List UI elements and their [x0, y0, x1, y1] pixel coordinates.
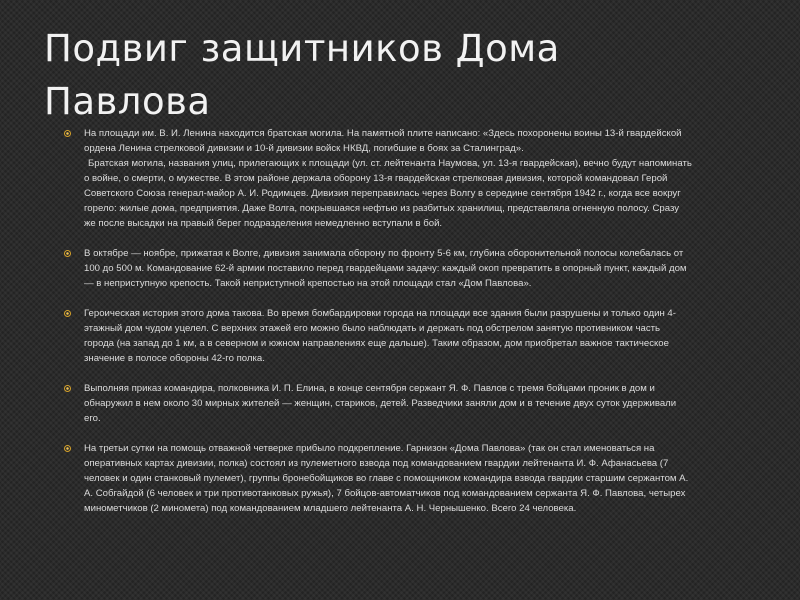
bullet-list	[64, 126, 692, 531]
bullet-item	[64, 381, 692, 426]
bullet-item	[64, 126, 692, 231]
slide-title-line-2: Павлова	[44, 80, 211, 123]
paragraph: Выполняя приказ командира, полковника И. П. Елина, в конце сентября сержант Я. Ф. Павлов с тремя бойцами проник в дом и обнаружил в нем около 30 мирных жителей — женщин, стариков, детей. Разведчики заняли дом и в течение двух суток удерживали его.	[84, 383, 677, 424]
bullet-icon	[64, 310, 71, 317]
bullet-item	[64, 246, 692, 291]
bullet-icon	[64, 445, 71, 452]
slide-title	[44, 22, 744, 128]
slide-title-line-1: Подвиг защитников Дома	[44, 27, 560, 70]
bullet-icon	[64, 385, 71, 392]
bullet-icon	[64, 250, 71, 257]
paragraph: На площади им. В. И. Ленина находится братская могила. На памятной плите написано: «Здесь похоронены воины 13-й гвардейской ордена Ленина стрелковой дивизии и 10-й дивизии войск НКВД, погибшие в боях за Сталинград».	[84, 128, 682, 154]
bullet-icon	[64, 130, 71, 137]
paragraph: На третьи сутки на помощь отважной четверке прибыло подкрепление. Гарнизон «Дома Павлова» (так он стал именоваться на оперативных картах дивизии, полка) состоял из пулеметного взвода под командованием гвардии лейтенанта И. Ф. Афанасьева (7 человек и один станковый пулемет), группы бронебойщиков во главе с помощником командира взвода гвардии старшим сержантом А. А. Собгайдой (6 человек и три противотанковых ружья), 7 бойцов-автоматчиков под командованием сержанта Я. Ф. Павлова, четырех минометчиков (2 миномета) под командованием младшего лейтенанта А. Н. Чернышенко. Всего 24 человека.	[84, 443, 689, 514]
paragraph: В октябре — ноябре, прижатая к Волге, дивизия занимала оборону по фронту 5-6 км, глубина оборонительной полосы колебалась от 100 до 500 м. Командование 62-й армии поставило перед гвардейцами задачу: каждый окоп превратить в опорный пункт, каждый дом — в неприступную крепость. Такой неприступной крепостью на этой площади стал «Дом Павлова».	[84, 248, 687, 289]
bullet-item	[64, 306, 692, 366]
paragraph: Героическая история этого дома такова. Во время бомбардировки города на площади все здания были разрушены и только один 4-этажный дом чудом уцелел. С верхних этажей его можно было наблюдать и держать под обстрелом занятую противником часть города (на запад до 1 км, а в северном и южном направлениях еще дальше). Таким образом, дом приобретал важное тактическое значение в полосе обороны 42-го полка.	[84, 308, 676, 364]
paragraph: Братская могила, названия улиц, прилегающих к площади (ул. ст. лейтенанта Наумова, ул. 13-я гвардейская), вечно будут напоминать о войне, о смерти, о мужестве. В этом районе держала оборону 13-я гвардейская стрелковая дивизия, которой командовал Герой Советского Союза генерал-майор А. И. Родимцев. Дивизия переправилась через Волгу в середине сентября 1942 г., когда все вокруг горело: жилые дома, предприятия. Даже Волга, покрывшаяся нефтью из разбитых хранилищ, представляла огненную полосу. Сразу же после высадки на правый берег подразделения немедленно вступали в бой.	[84, 158, 692, 229]
bullet-item	[64, 441, 692, 516]
